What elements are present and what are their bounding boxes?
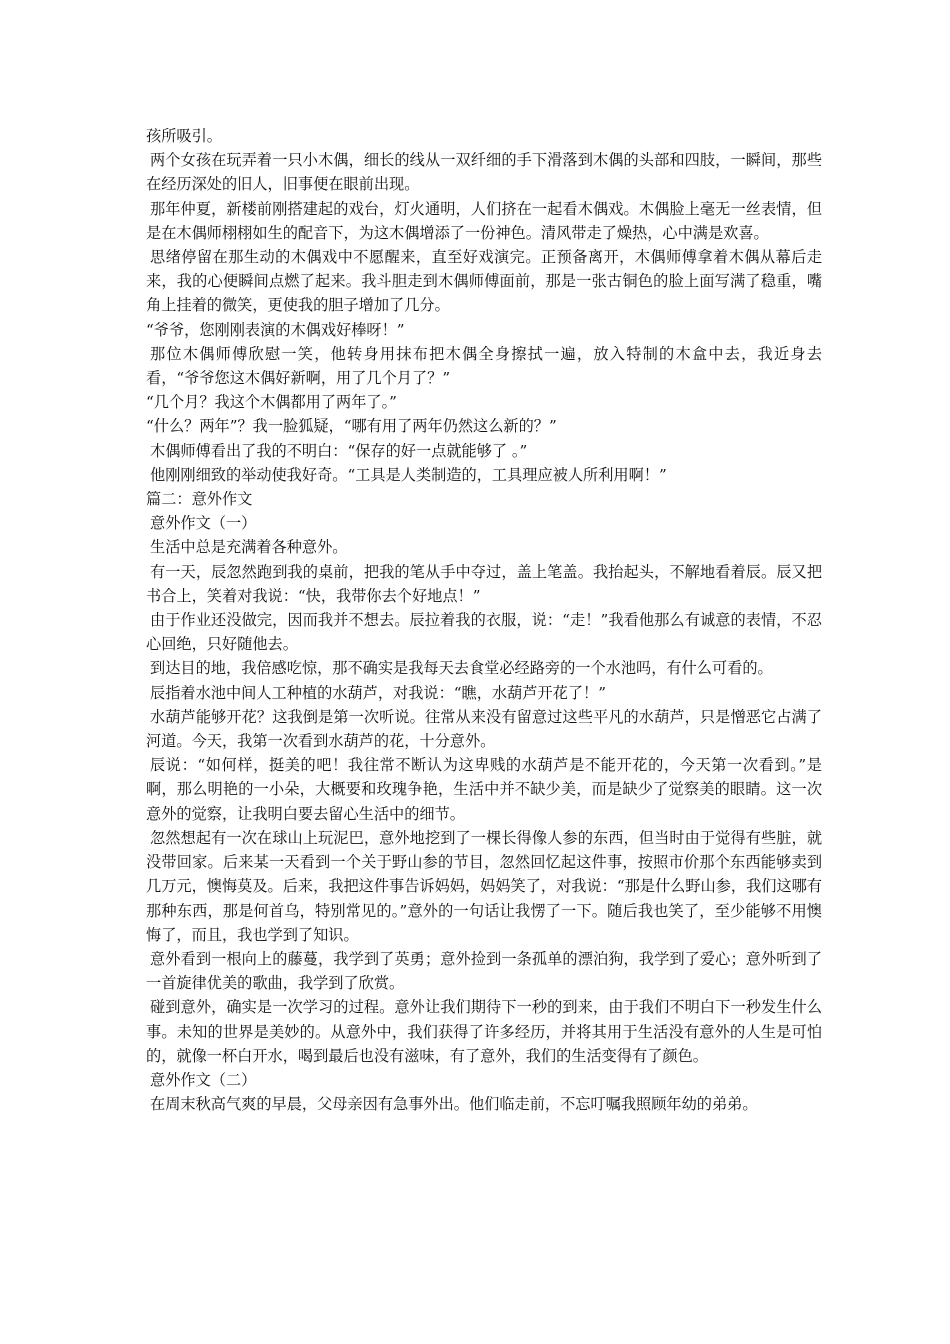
subsection-heading: 意外作文（二） <box>150 1070 257 1089</box>
paragraph-continuation: 孩所吸引。 <box>146 127 222 145</box>
paragraph: 有一天，辰忽然跑到我的桌前，把我的笔从手中夺过，盖上笔盖。我抬起头，不解地看着辰。辰又把书合上，笑着对我说：“快，我带你去个好地点！” <box>146 562 822 605</box>
paragraph: 辰指着水池中间人工种植的水葫芦，对我说：“瞧，水葫芦开花了！” <box>150 683 606 702</box>
paragraph: 那位木偶师傅欣慰一笑，他转身用抹布把木偶全身擦拭一遍，放入特制的木盒中去，我近身去看，“爷爷您这木偶好新啊，用了几个月了？” <box>146 344 822 388</box>
paragraph: 碰到意外，确实是一次学习的过程。意外让我们期待下一秒的到来，由于我们不明白下一秒发生什么事。未知的世界是美妙的。从意外中，我们获得了许多经历，并将其用于生活没有意外的人生是可怕的，就像一杯白开水，喝到最后也没有滋味，有了意外，我们的生活变得有了颜色。 <box>146 998 822 1065</box>
paragraph: 忽然想起有一次在球山上玩泥巴，意外地挖到了一棵长得像人参的东西，但当时由于觉得有些脏，就没带回家。后来某一天看到一个关于野山参的节目，忽然回忆起这件事，按照市价那个东西能够卖到几万元，懊悔莫及。后来，我把这件事告诉妈妈，妈妈笑了，对我说：“那是什么野山参，我们这哪有那种东西，那是何首乌，特别常见的。”意外的一句话让我愣了一下。随后我也笑了，至少能够不用懊悔了，而且，我也学到了知识。 <box>146 828 823 944</box>
paragraph: 两个女孩在玩弄着一只小木偶，细长的线从一双纤细的手下滑落到木偶的头部和四肢，一瞬间，那些在经历深处的旧人，旧事便在眼前出现。 <box>146 151 822 194</box>
paragraph: 他刚刚细致的举动使我好奇。“工具是人类制造的，工具理应被人所利用啊！” <box>150 465 667 484</box>
paragraph: 那年仲夏，新楼前刚搭建起的戏台，灯火通明，人们挤在一起看木偶戏。木偶脸上毫无一丝表情，但是在木偶师栩栩如生的配音下，为这木偶增添了一份神色。清风带走了燥热，心中满是欢喜。 <box>146 199 822 242</box>
paragraph: 思绪停留在那生动的木偶戏中不愿醒来，直至好戏演完。正预备离开，木偶师傅拿着木偶从幕后走来，我的心便瞬间点燃了起来。我斗胆走到木偶师傅面前，那是一张古铜色的脸上面写满了稳重，嘴角上挂着的微笑，更使我的胆子增加了几分。 <box>146 248 822 315</box>
paragraph: 辰说：“如何样，挺美的吧！我往常不断认为这卑贱的水葫芦是不能开花的，今天第一次看到。”是啊，那么明艳的一小朵，大概要和玫瑰争艳，生活中并不缺少美，而是缺少了觉察美的眼睛。这一次意外的觉察，让我明白要去留心生活中的细节。 <box>146 756 822 823</box>
paragraph: 生活中总是充满着各种意外。 <box>150 538 348 557</box>
paragraph-dialogue: “几个月？我这个木偶都用了两年了。” <box>146 393 397 412</box>
paragraph: 由于作业还没做完，因而我并不想去。辰拉着我的衣服，说：“走！”我看他那么有诚意的表情，不忍心回绝，只好随他去。 <box>146 611 822 654</box>
paragraph: 到达目的地，我倍感吃惊，那不确实是我每天去食堂必经路旁的一个水池吗，有什么可看的。 <box>150 659 773 678</box>
subsection-heading: 意外作文（一） <box>150 514 257 533</box>
document-body <box>146 124 822 1116</box>
section-heading: 篇二：意外作文 <box>146 490 253 509</box>
paragraph: 在周末秋高气爽的早晨，父母亲因有急事外出。他们临走前，不忘叮嘱我照顾年幼的弟弟。 <box>150 1095 758 1114</box>
paragraph: 水葫芦能够开花？这我倒是第一次听说。往常从来没有留意过这些平凡的水葫芦，只是憎恶它占满了河道。今天，我第一次看到水葫芦的花，十分意外。 <box>146 707 822 751</box>
paragraph-dialogue: “什么？两年”？我一脸狐疑，“哪有用了两年仍然这么新的？” <box>146 417 557 436</box>
paragraph-dialogue: “爷爷，您刚刚表演的木偶戏好棒呀！” <box>146 320 405 339</box>
paragraph: 木偶师傅看出了我的不明白：“保存的好一点就能够了 。” <box>150 441 528 460</box>
paragraph: 意外看到一根向上的藤蔓，我学到了英勇；意外捡到一条孤单的漂泊狗，我学到了爱心；意外听到了一首旋律优美的歌曲，我学到了欣赏。 <box>146 949 822 993</box>
